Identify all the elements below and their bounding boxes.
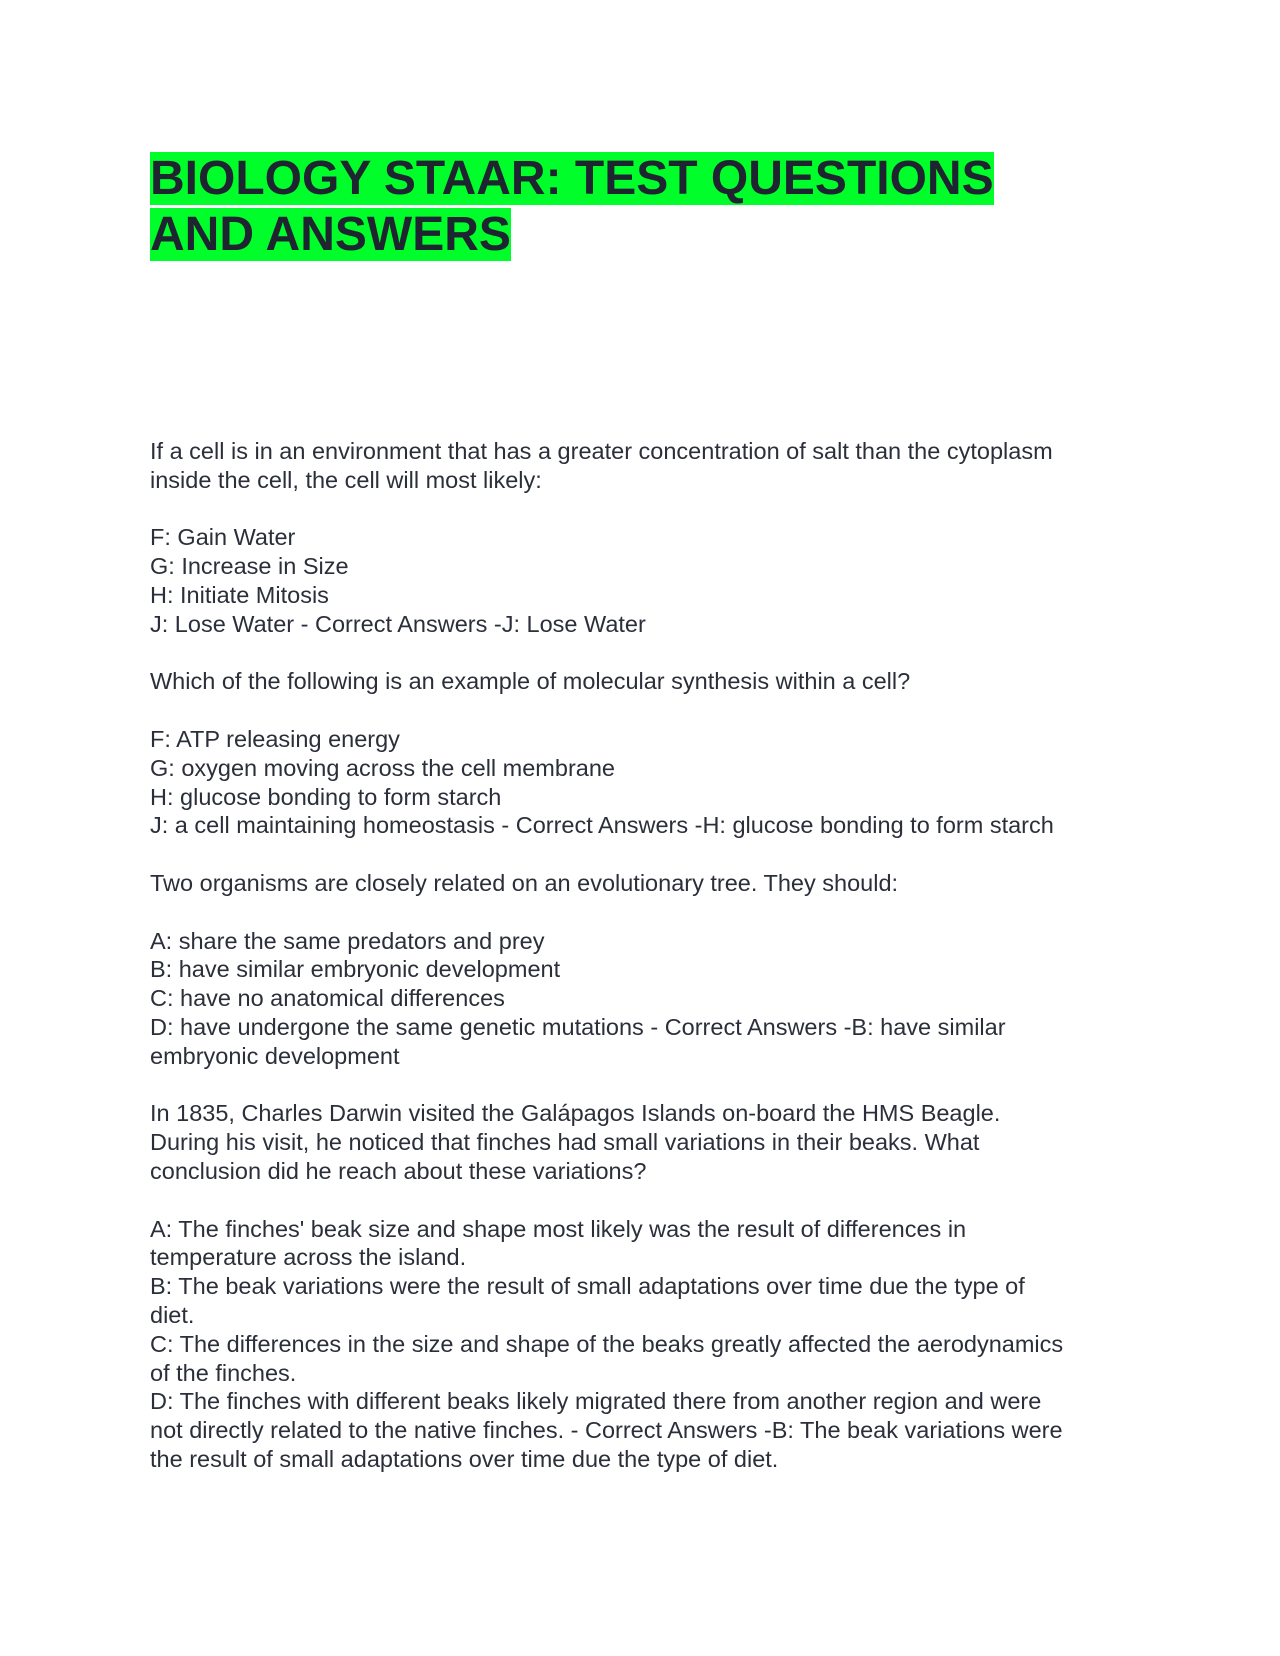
question-text: Which of the following is an example of molecular synthesis within a cell? <box>150 668 911 695</box>
paragraph-gap <box>150 495 1150 524</box>
answer-option: G: Increase in Size <box>150 553 349 580</box>
answer-option: F: ATP releasing energy <box>150 725 400 752</box>
answer-option: not directly related to the native finches. - Correct Answers -B: The beak variations were <box>150 1417 1063 1444</box>
question-text: inside the cell, the cell will most likely: <box>150 466 542 493</box>
question-block-2 <box>150 667 1150 840</box>
answer-option: of the finches. <box>150 1359 297 1386</box>
question-text: If a cell is in an environment that has a greater concentration of salt than the cytoplasm <box>150 438 1053 464</box>
answer-option: A: The finches' beak size and shape most likely was the result of differences in <box>150 1215 967 1242</box>
paragraph-gap <box>150 1186 1150 1215</box>
answer-option: D: The finches with different beaks likely migrated there from another region and were <box>150 1388 1042 1415</box>
document-title <box>150 151 1050 263</box>
answer-option: B: The beak variations were the result of small adaptations over time due the type of <box>150 1273 1025 1300</box>
answer-option: C: have no anatomical differences <box>150 985 505 1012</box>
answer-option: H: Initiate Mitosis <box>150 581 329 608</box>
answer-option: B: have similar embryonic development <box>150 956 561 983</box>
question-block-4 <box>150 1099 1150 1473</box>
question-text: Two organisms are closely related on an evolutionary tree. They should: <box>150 869 899 896</box>
question-text: In 1835, Charles Darwin visited the Galápagos Islands on-board the HMS Beagle. <box>150 1100 1001 1127</box>
answer-option: diet. <box>150 1301 195 1328</box>
question-block-3 <box>150 869 1150 1071</box>
answer-option: F: Gain Water <box>150 524 296 551</box>
answer-option: J: Lose Water - Correct Answers -J: Lose Water <box>150 610 646 637</box>
answer-option: J: a cell maintaining homeostasis - Correct Answers -H: glucose bonding to form starch <box>150 812 1054 839</box>
answer-option: C: The differences in the size and shape of the beaks greatly affected the aerodynamics <box>150 1330 1064 1357</box>
paragraph-gap <box>150 898 1150 927</box>
answer-option: H: glucose bonding to form starch <box>150 783 502 810</box>
question-block-1 <box>150 437 1150 639</box>
answer-option: A: share the same predators and prey <box>150 927 545 954</box>
title-line-1: BIOLOGY STAAR: TEST QUESTIONS <box>150 152 994 205</box>
paragraph-gap <box>150 639 1150 668</box>
document-body <box>150 437 1150 1474</box>
title-line-2: AND ANSWERS <box>150 208 511 261</box>
answer-option: G: oxygen moving across the cell membrane <box>150 754 615 781</box>
answer-option: embryonic development <box>150 1042 400 1069</box>
question-text: During his visit, he noticed that finches had small variations in their beaks. What <box>150 1129 980 1156</box>
paragraph-gap <box>150 1071 1150 1100</box>
question-text: conclusion did he reach about these variations? <box>150 1157 647 1184</box>
paragraph-gap <box>150 696 1150 725</box>
answer-option: D: have undergone the same genetic mutations - Correct Answers -B: have similar <box>150 1013 1006 1040</box>
answer-option: temperature across the island. <box>150 1244 467 1271</box>
answer-option: the result of small adaptations over time due the type of diet. <box>150 1445 779 1472</box>
paragraph-gap <box>150 840 1150 869</box>
